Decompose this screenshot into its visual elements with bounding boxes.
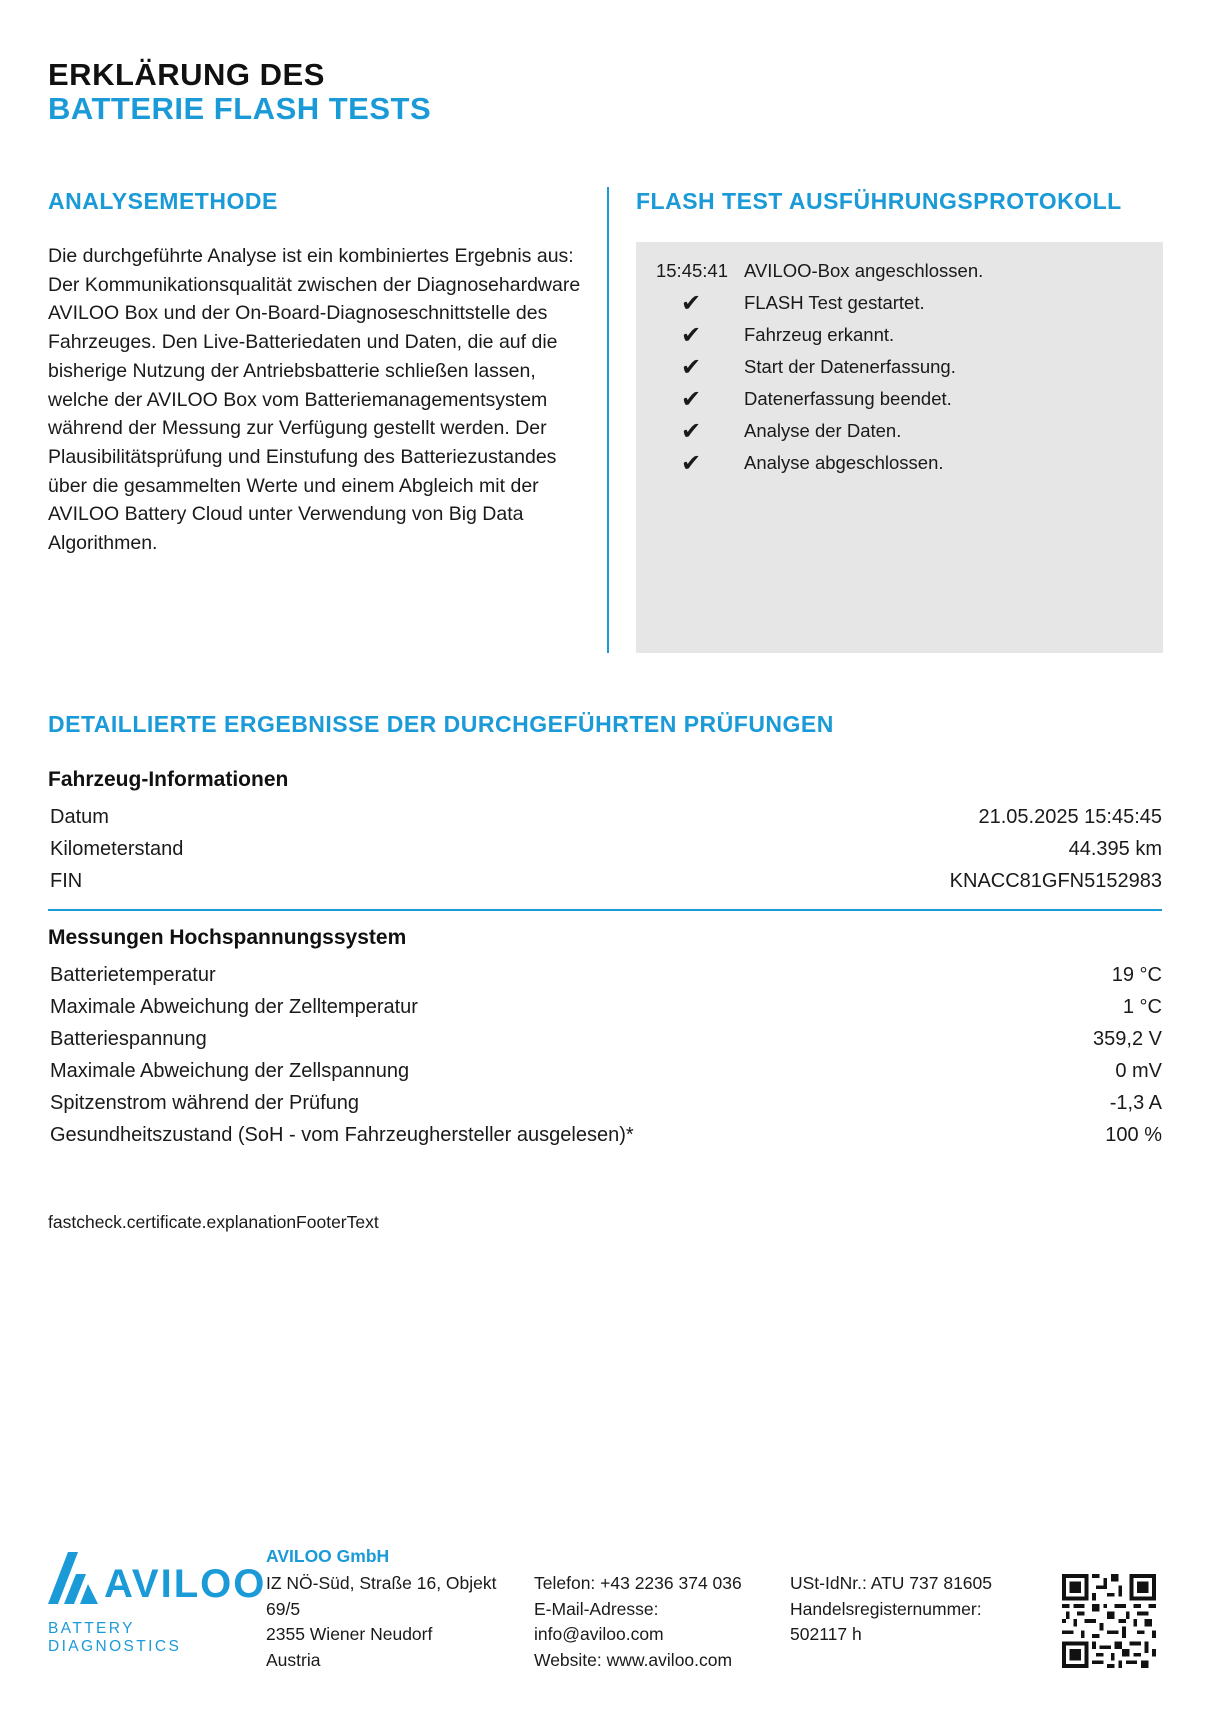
qr-code-icon[interactable] bbox=[1062, 1574, 1156, 1668]
footer-registry bbox=[790, 1571, 992, 1648]
hv-measurement-row bbox=[50, 964, 1162, 994]
analysis-text: Die durchgeführte Analyse ist ein kombiniertes Ergebnis aus: Der Kommunikationsqualität zwischen der Diagnosehardware AVILOO Box und der On-Board-Diagnoseschnittstelle des Fahrzeuges. Den Live-Batteriedaten und Daten, die auf die bisherige Nutzung der Antriebsbatterie schließen lassen, welche der AVILOO Box vom Batteriemanagementsystem während der Messung zur Verfügung gestellt werden. Der Plausibilitätsprüfung und Einstufung des Batteriezustandes über die gesammelten Werte und einem Abgleich mit der AVILOO Battery Cloud unter Verwendung von Big Data Algorithmen. bbox=[48, 245, 581, 555]
footer-contact bbox=[534, 1571, 742, 1673]
row-label: Batteriespannung bbox=[50, 1028, 207, 1050]
row-value: 0 mV bbox=[1115, 1060, 1162, 1082]
protocol-log bbox=[636, 242, 1163, 653]
log-text: Analyse der Daten. bbox=[744, 420, 902, 441]
section-divider bbox=[48, 909, 1162, 911]
page-title-line1: ERKLÄRUNG DES bbox=[48, 57, 325, 92]
row-value: 44.395 km bbox=[1068, 838, 1162, 860]
logo-wordmark: AVILOO bbox=[104, 1562, 267, 1606]
row-label: Gesundheitszustand (SoH - vom Fahrzeughersteller ausgelesen)* bbox=[50, 1124, 634, 1146]
log-entry bbox=[636, 289, 1163, 322]
email-label: E-Mail-Adresse: bbox=[534, 1598, 659, 1619]
row-label: Kilometerstand bbox=[50, 838, 184, 860]
log-text: Start der Datenerfassung. bbox=[744, 356, 956, 377]
address-line: 69/5 bbox=[266, 1598, 301, 1619]
log-time: 15:45:41 bbox=[655, 260, 728, 281]
analysis-heading: ANALYSEMETHODE bbox=[48, 188, 278, 214]
phone-line: Telefon: +43 2236 374 036 bbox=[534, 1573, 742, 1593]
log-text: Datenerfassung beendet. bbox=[744, 388, 952, 409]
hv-measurements-heading: Messungen Hochspannungssystem bbox=[48, 926, 407, 949]
aviloo-logo-icon bbox=[48, 1552, 106, 1606]
row-value: 359,2 V bbox=[1093, 1028, 1162, 1050]
hv-measurement-row bbox=[50, 1028, 1162, 1058]
vehicle-info-row bbox=[50, 806, 1162, 836]
address-line: Austria bbox=[266, 1649, 321, 1670]
page-title-line2: BATTERIE FLASH TESTS bbox=[48, 91, 432, 126]
hv-measurement-row bbox=[50, 996, 1162, 1026]
log-entry bbox=[636, 449, 1163, 482]
register-label: Handelsregisternummer: bbox=[790, 1598, 982, 1619]
log-entry bbox=[636, 260, 1163, 290]
checkmark-icon: ✔ bbox=[680, 449, 702, 477]
log-entry bbox=[636, 417, 1163, 450]
register-number: 502117 h bbox=[790, 1624, 862, 1644]
vehicle-info-row bbox=[50, 838, 1162, 868]
log-text: Analyse abgeschlossen. bbox=[744, 452, 944, 473]
hv-measurement-row bbox=[50, 1124, 1162, 1154]
row-value: KNACC81GFN5152983 bbox=[949, 870, 1162, 892]
row-value: 100 % bbox=[1105, 1124, 1162, 1146]
hv-measurement-row bbox=[50, 1060, 1162, 1090]
row-value: 19 °C bbox=[1111, 964, 1162, 986]
row-label: Datum bbox=[50, 806, 109, 828]
checkmark-icon: ✔ bbox=[680, 385, 702, 413]
log-entry bbox=[636, 353, 1163, 386]
footer-note: fastcheck.certificate.explanationFooterText bbox=[48, 1212, 379, 1232]
vat-line: USt-IdNr.: ATU 737 81605 bbox=[790, 1573, 993, 1593]
checkmark-icon: ✔ bbox=[680, 353, 702, 381]
log-text: AVILOO-Box angeschlossen. bbox=[744, 260, 984, 281]
logo-tagline: BATTERY DIAGNOSTICS bbox=[48, 1620, 182, 1655]
row-label: Maximale Abweichung der Zelltemperatur bbox=[50, 996, 418, 1018]
page-title bbox=[48, 58, 431, 126]
company-name: AVILOO GmbH bbox=[266, 1546, 390, 1566]
checkmark-icon: ✔ bbox=[680, 417, 702, 445]
protocol-heading: FLASH TEST AUSFÜHRUNGSPROTOKOLL bbox=[636, 188, 1122, 214]
email-link[interactable]: info@aviloo.com bbox=[534, 1624, 664, 1644]
checkmark-icon: ✔ bbox=[680, 321, 702, 349]
address-line: 2355 Wiener Neudorf bbox=[266, 1624, 433, 1644]
row-label: Batterietemperatur bbox=[50, 964, 216, 986]
log-text: FLASH Test gestartet. bbox=[744, 292, 925, 313]
vehicle-info-heading: Fahrzeug-Informationen bbox=[48, 768, 289, 791]
address-line: IZ NÖ-Süd, Straße 16, Objekt bbox=[266, 1573, 497, 1593]
row-label: Spitzenstrom während der Prüfung bbox=[50, 1092, 360, 1114]
row-value: 1 °C bbox=[1122, 996, 1162, 1018]
log-text: Fahrzeug erkannt. bbox=[744, 324, 895, 345]
footer-address bbox=[266, 1571, 497, 1673]
row-value: 21.05.2025 15:45:45 bbox=[978, 806, 1162, 828]
aviloo-logo bbox=[48, 1548, 267, 1655]
column-divider bbox=[607, 187, 609, 653]
results-heading: DETAILLIERTE ERGEBNISSE DER DURCHGEFÜHRTEN PRÜFUNGEN bbox=[48, 711, 834, 737]
website-link[interactable]: Website: www.aviloo.com bbox=[534, 1649, 733, 1670]
vehicle-info-row bbox=[50, 870, 1162, 900]
hv-measurement-row bbox=[50, 1092, 1162, 1122]
log-entry bbox=[636, 385, 1163, 418]
log-entry bbox=[636, 321, 1163, 354]
checkmark-icon: ✔ bbox=[680, 289, 702, 317]
row-label: FIN bbox=[50, 870, 83, 892]
row-value: -1,3 A bbox=[1109, 1092, 1162, 1114]
row-label: Maximale Abweichung der Zellspannung bbox=[50, 1060, 410, 1082]
